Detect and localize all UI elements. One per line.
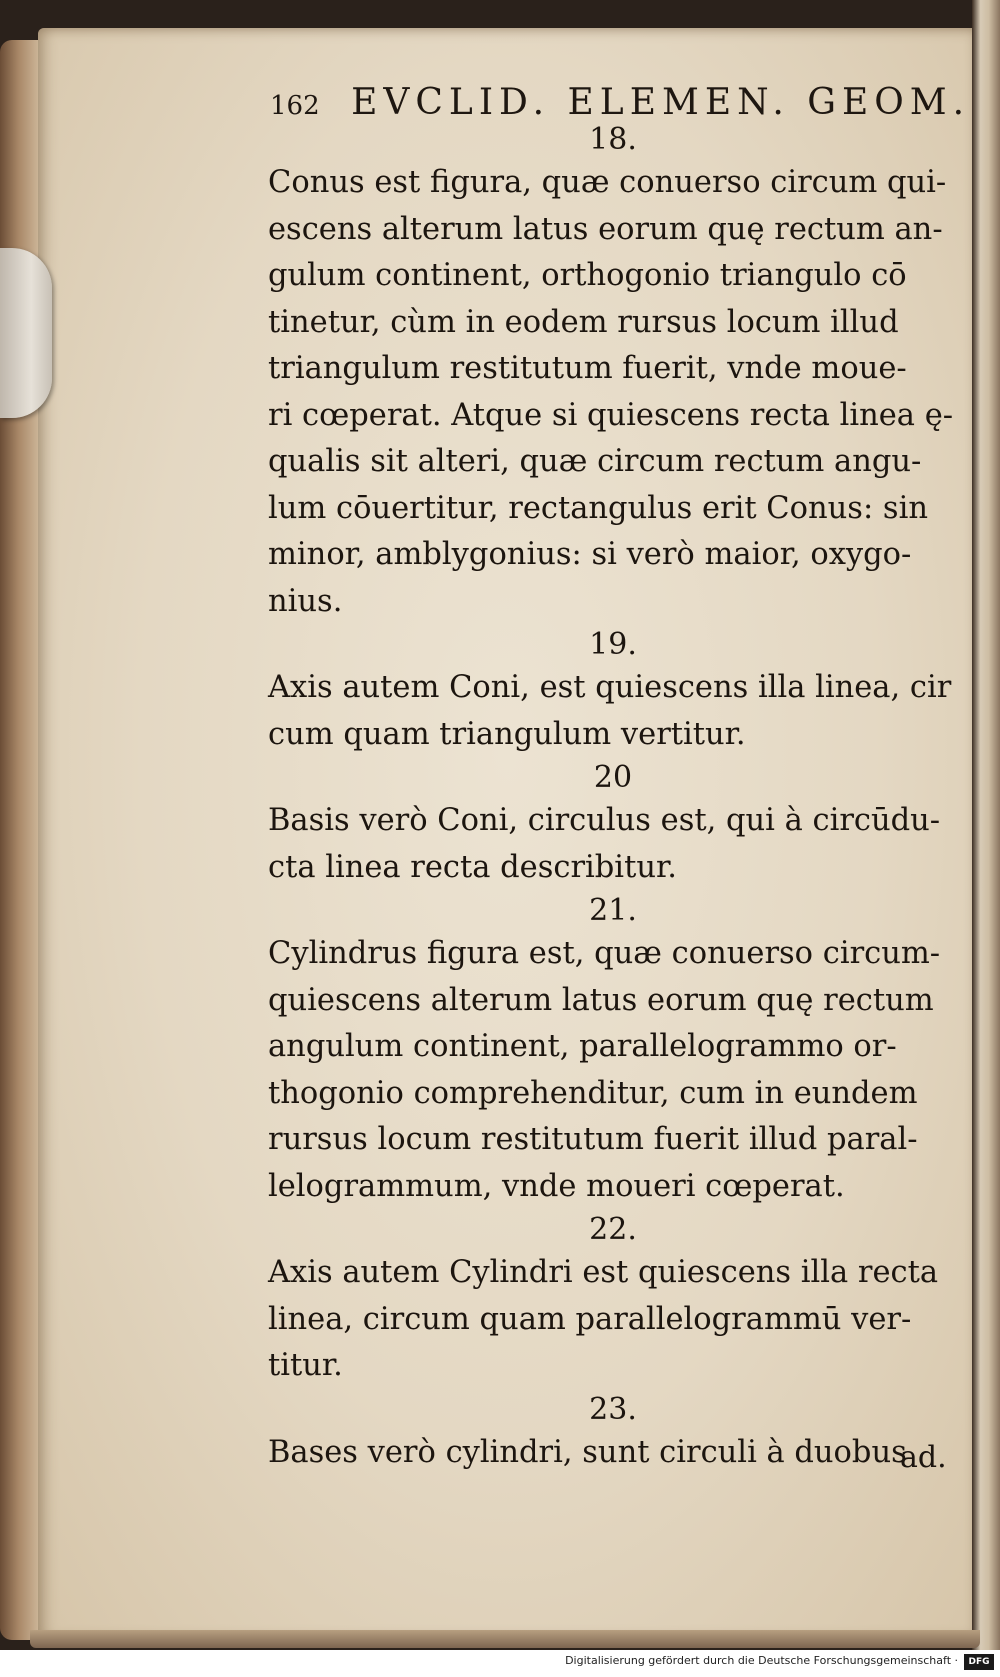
- definition-number: 18.: [589, 122, 637, 157]
- page-number: 162: [270, 91, 320, 121]
- definition-text: [268, 665, 958, 758]
- text-line: quiescens alterum latus eorum quę rectum: [268, 982, 934, 1018]
- text-line: ri cœperat. Atque si quiescens recta linea ę-: [268, 397, 954, 433]
- text-line: Axis autem Cylindri est quiescens illa recta: [268, 1255, 939, 1290]
- definition-text: [268, 160, 958, 625]
- text-line: qualis sit alteri, quæ circum rectum angu-: [268, 444, 922, 479]
- text-line: titur.: [268, 1348, 343, 1383]
- definition-number: 22.: [589, 1212, 637, 1247]
- text-line: Conus est figura, quæ conuerso circum qui-: [268, 165, 947, 200]
- text-line: minor, amblygonius: si verò maior, oxygo-: [268, 537, 912, 572]
- text-line: Axis autem Coni, est quiescens illa linea, cir: [268, 670, 952, 705]
- text-line: thogonio comprehenditur, cum in eundem: [268, 1075, 918, 1111]
- definition-number: 21.: [589, 893, 637, 928]
- dfg-logo: DFG: [964, 1654, 994, 1670]
- text-line: cta linea recta describitur.: [268, 849, 677, 885]
- text-line: linea, circum quam parallelogrammū ver-: [268, 1301, 912, 1337]
- book-right-edge: [972, 0, 1000, 1677]
- catchword: ad.: [900, 1440, 947, 1475]
- text-line: lelogrammum, vnde moueri cœperat.: [268, 1168, 845, 1204]
- text-line: angulum continent, parallelogrammo or-: [268, 1029, 897, 1064]
- text-line: tinetur, cùm in eodem rursus locum illud: [268, 304, 899, 340]
- definition-text: [268, 931, 958, 1210]
- definition-text: [268, 798, 958, 891]
- text-line: lum cōuertitur, rectangulus erit Conus: sin: [268, 490, 928, 526]
- running-title: EVCLID. ELEMEN. GEOM.: [351, 82, 971, 123]
- page-clip: [0, 248, 52, 418]
- text-line: Basis verò Coni, circulus est, qui à circūdu-: [268, 803, 941, 838]
- text-line: gulum continent, orthogonio triangulo cō: [268, 258, 907, 293]
- text-line: rursus locum restitutum fuerit illud paral-: [268, 1122, 918, 1157]
- text-line: triangulum restitutum fuerit, vnde moue-: [268, 351, 907, 386]
- page-bottom-edge: [30, 1630, 980, 1648]
- page-body: [268, 120, 958, 1476]
- definition-number: 20: [593, 760, 633, 795]
- definition-text: [268, 1250, 958, 1390]
- footer-bar: [0, 1650, 1000, 1677]
- definition-number: 23.: [589, 1391, 637, 1427]
- text-line: escens alterum latus eorum quę rectum an-: [268, 211, 943, 247]
- text-line: Bases verò cylindri, sunt circuli à duobus: [268, 1434, 907, 1470]
- text-line: Cylindrus figura est, quæ conuerso circum-: [268, 936, 941, 971]
- definition-number: 19.: [589, 627, 637, 662]
- funding-credit: Digitalisierung gefördert durch die Deutsche Forschungsgemeinschaft ·: [565, 1654, 958, 1667]
- running-head: [270, 82, 971, 123]
- text-line: cum quam triangulum vertitur.: [268, 716, 746, 752]
- definition-text: [268, 1430, 958, 1477]
- text-line: nius.: [268, 583, 343, 619]
